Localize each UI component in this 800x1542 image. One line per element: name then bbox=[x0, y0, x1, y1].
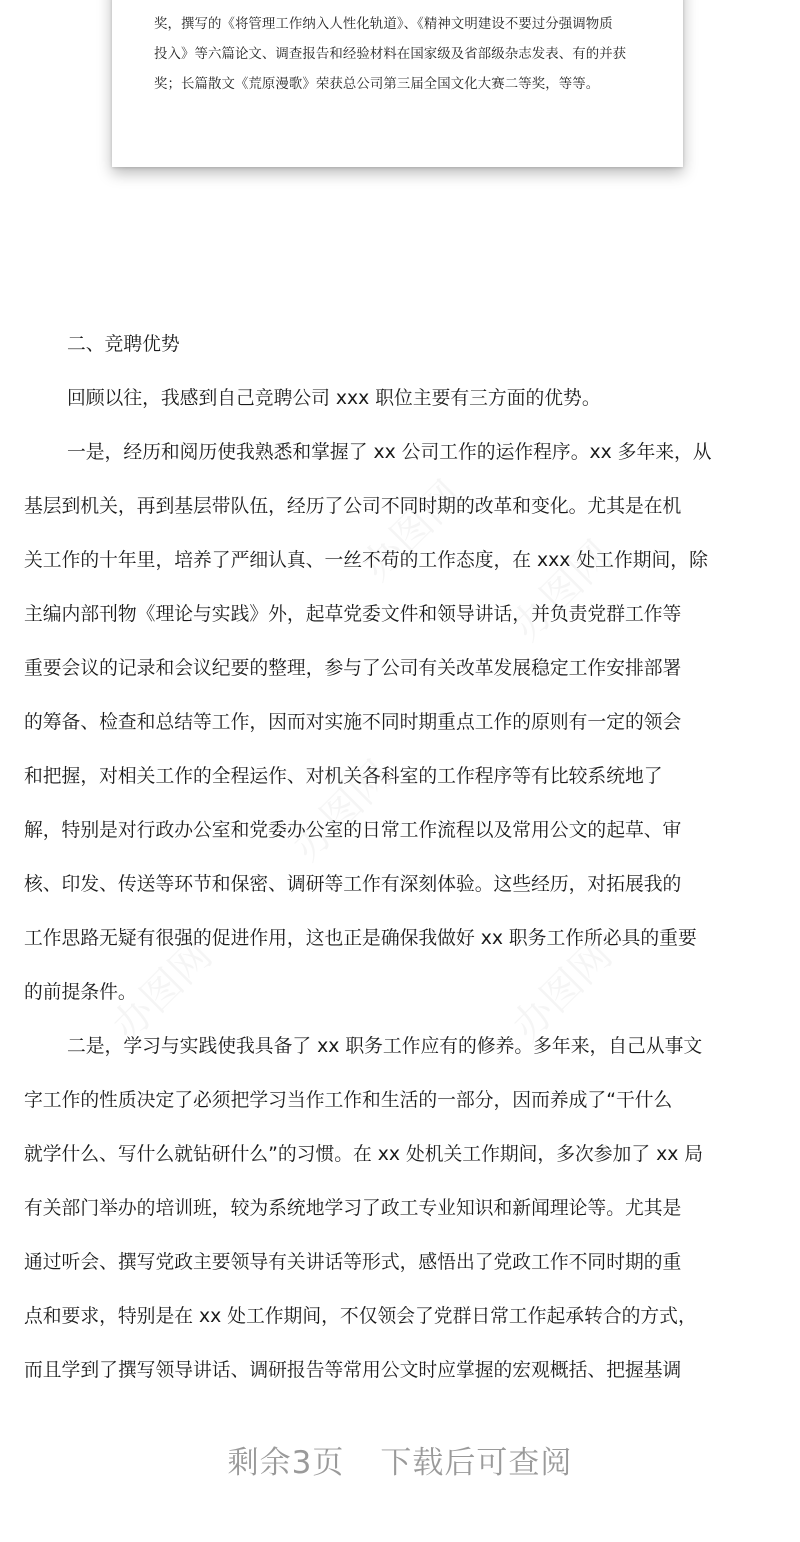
document-body bbox=[24, 318, 780, 1398]
paragraph-line: 解，特别是对行政办公室和党委办公室的日常工作流程以及常用公文的起草、审 bbox=[24, 820, 682, 841]
paragraph-line: 二是，学习与实践使我具备了 xx 职务工作应有的修养。多年来，自己从事文 bbox=[67, 1036, 703, 1057]
paragraph-line: 主编内部刊物《理论与实践》外，起草党委文件和领导讲话，并负责党群工作等 bbox=[24, 604, 682, 625]
paragraph-line: 工作思路无疑有很强的促进作用，这也正是确保我做好 xx 职务工作所必具的重要 bbox=[24, 928, 697, 949]
download-hint-label: 下载后可查阅 bbox=[380, 1445, 573, 1481]
watermark: 办图网 bbox=[283, 752, 402, 870]
watermark: 办图网 bbox=[503, 932, 622, 1050]
paragraph-line: 的前提条件。 bbox=[24, 982, 137, 1003]
paragraph-line: 回顾以往，我感到自己竞聘公司 xxx 职位主要有三方面的优势。 bbox=[67, 388, 601, 409]
paragraph-line: 核、印发、传送等环节和保密、调研等工作有深刻体验。这些经历，对拓展我的 bbox=[24, 874, 682, 895]
remaining-pages-label: 剩余3页 bbox=[227, 1445, 345, 1481]
paragraph-line: 和把握，对相关工作的全程运作、对机关各科室的工作程序等有比较系统地了 bbox=[24, 766, 663, 787]
paragraph-line: 关工作的十年里，培养了严细认真、一丝不苟的工作态度，在 xxx 处工作期间，除 bbox=[24, 550, 708, 571]
paragraph-line: 重要会议的记录和会议纪要的整理，参与了公司有关改革发展稳定工作安排部署 bbox=[24, 658, 682, 679]
paragraph-line: 就学什么、写什么就钻研什么”的习惯。在 xx 处机关工作期间，多次参加了 xx 局 bbox=[24, 1144, 704, 1165]
paragraph-line: 基层到机关，再到基层带队伍，经历了公司不同时期的改革和变化。尤其是在机 bbox=[24, 496, 682, 517]
card-line: 奖；长篇散文《荒原漫歌》荣获总公司第三届全国文化大赛二等奖，等等。 bbox=[154, 77, 600, 92]
paragraph-line: 点和要求，特别是在 xx 处工作期间，不仅领会了党群日常工作起承转合的方式， bbox=[24, 1306, 697, 1327]
paragraph-line: 有关部门举办的培训班，较为系统地学习了政工专业知识和新闻理论等。尤其是 bbox=[24, 1198, 682, 1219]
card-line: 投入》等六篇论文、调查报告和经验材料在国家级及省部级杂志发表、有的并获 bbox=[154, 47, 627, 62]
award-summary-card bbox=[112, 0, 683, 167]
watermark: 办图网 bbox=[103, 932, 222, 1050]
paragraph-line: 字工作的性质决定了必须把学习当作工作和生活的一部分，因而养成了“干什么 bbox=[24, 1090, 673, 1111]
paragraph-line: 一是，经历和阅历使我熟悉和掌握了 xx 公司工作的运作程序。xx 多年来，从 bbox=[67, 442, 712, 463]
watermark: 办图网 bbox=[503, 532, 622, 650]
remaining-pages-notice[interactable] bbox=[0, 1438, 800, 1488]
watermark: 办图网 bbox=[353, 472, 472, 590]
award-summary-text bbox=[154, 10, 659, 100]
paragraph-line: 通过听会、撰写党政主要领导有关讲话等形式，感悟出了党政工作不同时期的重 bbox=[24, 1252, 682, 1273]
paragraph-line: 的筹备、检查和总结等工作，因而对实施不同时期重点工作的原则有一定的领会 bbox=[24, 712, 682, 733]
section-heading: 二、竞聘优势 bbox=[67, 334, 180, 355]
card-line: 奖，撰写的《将管理工作纳入人性化轨道》、《精神文明建设不要过分强调物质 bbox=[154, 17, 613, 32]
paragraph-line: 而且学到了撰写领导讲话、调研报告等常用公文时应掌握的宏观概括、把握基调 bbox=[24, 1360, 682, 1381]
